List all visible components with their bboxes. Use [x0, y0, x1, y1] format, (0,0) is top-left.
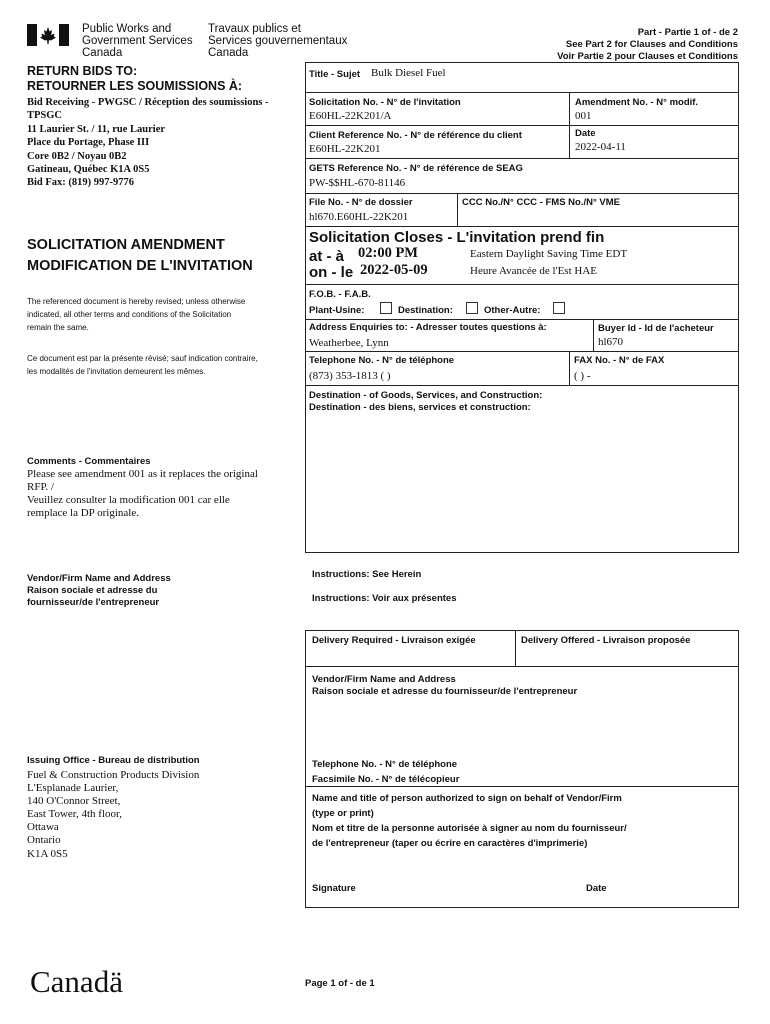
return-bids-title-en: RETURN BIDS TO: — [27, 64, 138, 78]
canada-flag-icon — [27, 24, 69, 46]
telephone-label: Telephone No. - N° de téléphone — [309, 355, 455, 366]
issuing-office-label: Issuing Office - Bureau de distribution — [27, 755, 200, 766]
client-ref-label: Client Reference No. - N° de référence du client — [309, 130, 522, 141]
address-enquiries-label: Address Enquiries to: - Adresser toutes questions à: — [309, 322, 547, 333]
instructions-fr: Instructions: Voir aux présentes — [312, 593, 457, 604]
fax-value: ( ) - — [574, 370, 591, 382]
return-bids-title-fr: RETOURNER LES SOUMISSIONS À: — [27, 79, 243, 93]
part-indicator: Part - Partie 1 of - de 2 — [637, 27, 738, 38]
amendment-note-fr: Ce document est par la présente révisé; sauf indication contraire, les modalités de l'invitation demeurent les mêmes. — [27, 354, 258, 376]
other-autre-checkbox[interactable] — [553, 302, 565, 314]
vendor-name-field[interactable] — [308, 700, 736, 752]
see-part-en: See Part 2 for Clauses and Conditions — [565, 39, 738, 50]
gets-ref-label: GETS Reference No. - N° de référence de SEAG — [309, 163, 523, 174]
vendor-name-label: Vendor/Firm Name and Address Raison sociale et adresse du fournisseur/de l'entrepreneur — [312, 674, 578, 697]
solicitation-no-label: Solicitation No. - N° de l'invitation — [309, 97, 461, 108]
vendor-firm-label: Vendor/Firm Name and Address Raison sociale et adresse du fournisseur/de l'entrepreneur — [27, 573, 171, 608]
gets-ref-value: PW-$$HL-670-81146 — [309, 177, 406, 189]
amendment-no-value: 001 — [575, 110, 592, 122]
fob-label: F.O.B. - F.A.B. — [309, 289, 371, 300]
delivery-offered-field[interactable] — [517, 650, 737, 664]
closes-on-value: 2022-05-09 — [360, 262, 428, 278]
solicitation-closes-label: Solicitation Closes - L'invitation prend fin — [309, 229, 605, 246]
other-autre-label: Other-Autre: — [484, 305, 541, 316]
department-name-en: Public Works and Government Services Canada — [82, 23, 193, 59]
signature-label: Signature — [312, 883, 356, 894]
date-label: Date — [575, 128, 596, 139]
timezone-fr: Heure Avancée de l'Est HAE — [470, 265, 598, 277]
delivery-required-label: Delivery Required - Livraison exigée — [312, 635, 476, 646]
fax-label: FAX No. - N° de FAX — [574, 355, 665, 366]
file-no-value: hl670.E60HL-22K201 — [309, 211, 409, 223]
buyer-id-label: Buyer Id - Id de l'acheteur — [598, 323, 714, 334]
authorized-person-field[interactable] — [308, 852, 736, 878]
amendment-no-label: Amendment No. - N° modif. — [575, 97, 699, 108]
buyer-id-value: hl670 — [598, 336, 624, 348]
return-bids-address: Bid Receiving - PWGSC / Réception des soumissions - TPSGC 11 Laurier St. / 11, rue Laurier Place du Portage, Phase III Core 0B2 / Noyau 0B2 Gatineau, Québec K1A 0S5 Bid Fax: (819) 997-9776 — [27, 97, 269, 189]
telephone-value: (873) 353-1813 ( ) — [309, 370, 391, 382]
file-no-label: File No. - N° de dossier — [309, 197, 413, 208]
address-enquiries-value: Weatherbee, Lynn — [309, 337, 389, 349]
destination-goods-label: Destination - of Goods, Services, and Construction: Destination - des biens, services et construction: — [309, 390, 543, 413]
amendment-title-en: SOLICITATION AMENDMENT — [27, 237, 225, 253]
vendor-telephone-label: Telephone No. - N° de téléphone — [312, 759, 458, 770]
closes-at-value: 02:00 PM — [358, 245, 418, 261]
comments-label: Comments - Commentaires — [27, 456, 151, 467]
amendment-title-fr: MODIFICATION DE L'INVITATION — [27, 258, 253, 274]
department-name-fr: Travaux publics et Services gouvernementaux Canada — [208, 23, 348, 59]
closes-at-label: at - à — [309, 248, 345, 265]
title-value: Bulk Diesel Fuel — [371, 67, 446, 79]
closes-on-label: on - le — [309, 264, 354, 281]
issuing-office-address: Fuel & Construction Products Division L'Esplanade Laurier, 140 O'Connor Street, East Tower, 4th floor, Ottawa Ontario K1A 0S5 — [27, 769, 200, 860]
destination-label: Destination: — [398, 305, 453, 316]
page-number: Page 1 of - de 1 — [305, 978, 375, 989]
title-label: Title - Sujet — [309, 69, 361, 80]
ccc-no-label: CCC No./N° CCC - FMS No./N° VME — [462, 197, 621, 208]
date-value: 2022-04-11 — [575, 141, 626, 153]
plant-usine-label: Plant-Usine: — [309, 305, 365, 316]
client-ref-value: E60HL-22K201 — [309, 143, 381, 155]
delivery-offered-label: Delivery Offered - Livraison proposée — [521, 635, 691, 646]
comments-text: Please see amendment 001 as it replaces the original RFP. / Veuillez consulter la modification 001 car elle remplace la DP originale. — [27, 468, 258, 519]
authorized-person-label: Name and title of person authorized to sign on behalf of Vendor/Firm (type or print) Nom et titre de la personne autorisée à signer au nom du fournisseur/ de l'entrepreneur (taper ou écrire en caractères d'imprimerie) — [312, 793, 627, 849]
solicitation-no-value: E60HL-22K201/A — [309, 110, 392, 122]
plant-usine-checkbox[interactable] — [380, 302, 392, 314]
vendor-facsimile-label: Facsimile No. - N° de télécopieur — [312, 774, 460, 785]
timezone-en: Eastern Daylight Saving Time EDT — [470, 248, 628, 260]
canada-wordmark: Canadä — [30, 964, 123, 999]
signature-date-label: Date — [586, 883, 607, 894]
see-part-fr: Voir Partie 2 pour Clauses et Conditions — [557, 51, 738, 62]
amendment-note-en: The referenced document is hereby revised; unless otherwise indicated, all other terms and conditions of the Solicitation remain the same. — [27, 297, 246, 332]
destination-checkbox[interactable] — [466, 302, 478, 314]
instructions-en: Instructions: See Herein — [312, 569, 422, 580]
